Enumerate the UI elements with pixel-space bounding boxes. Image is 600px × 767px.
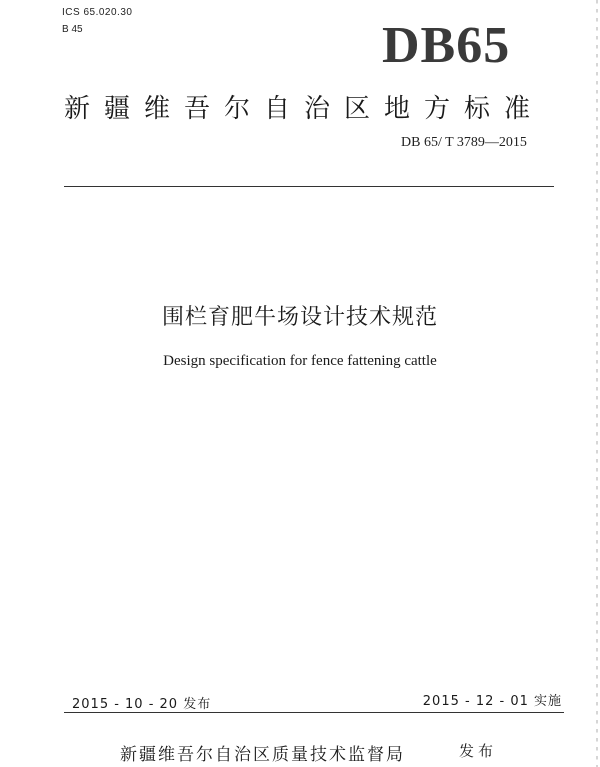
scan-edge-marks	[596, 0, 598, 767]
issue-label: 发布	[459, 742, 498, 760]
document-title-chinese: 围栏育肥牛场设计技术规范	[161, 305, 438, 330]
bottom-divider	[64, 712, 564, 713]
publish-date: 2015 - 10 - 20 发布	[72, 697, 212, 712]
standard-number: DB 65/ T 3789—2015	[401, 135, 527, 150]
document-title-english: Design specification for fence fattening cattle	[163, 353, 437, 369]
top-divider	[64, 186, 554, 187]
issuing-authority: 新疆维吾尔自治区质量技术监督局	[120, 745, 405, 765]
ics-code: ICS 65.020.30	[62, 7, 133, 18]
db65-logo: DB65	[382, 17, 511, 74]
standard-type-title: 新疆维吾尔自治区地方标准	[64, 94, 545, 124]
ccs-code: B 45	[62, 24, 83, 35]
implement-date: 2015 - 12 - 01 实施	[422, 694, 562, 709]
